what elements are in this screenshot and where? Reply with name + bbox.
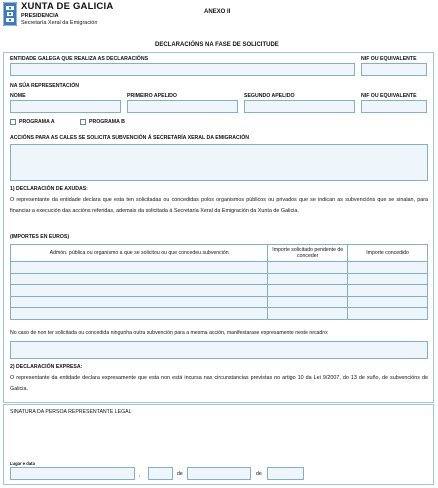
table-header-row (11, 245, 428, 262)
place-comma: , (139, 472, 141, 478)
year-field[interactable] (267, 467, 304, 480)
actions-label: ACCIÓNS PARA AS CALES SE SOLICITA SUBVENCIÓN Á SECRETARÍA XERAL DA EMIGRACIÓN (10, 135, 250, 141)
organism-cell[interactable] (11, 262, 268, 274)
granted-cell[interactable] (348, 296, 428, 308)
col-requested-header: Importe solicitado pendente de conceder (268, 245, 348, 262)
representative-nif-field[interactable] (361, 100, 427, 113)
table-row (11, 296, 428, 308)
first-surname-field[interactable] (127, 100, 238, 113)
table-row (11, 285, 428, 297)
program-a-checkbox[interactable] (10, 119, 16, 125)
col-organism-header: Admón. pública ou organismo a que se solicitou ou que concedeu subvención (11, 245, 268, 262)
entity-nif-label: NIF OU EQUIVALENTE (361, 56, 417, 62)
logo-secretariat: Secretaría Xeral da Emigración (21, 20, 98, 26)
table-row (11, 262, 428, 274)
program-b-label: PROGRAMA B (89, 119, 125, 125)
organism-cell[interactable] (11, 308, 268, 320)
date-de-2: de (256, 471, 262, 477)
entity-nif-field[interactable] (361, 63, 427, 76)
date-de-1: de (177, 471, 183, 477)
express-declaration-heading: 2) DECLARACIÓN EXPRESA: (10, 364, 83, 370)
express-declaration-text: O representante da entidade declara expresamente que esta non está incursa nas circunstancias previstas no artigo 10 da Lei 9/2007, do 13 de xuño, de subvencións de Galicia. (10, 375, 428, 393)
aid-table (10, 244, 428, 320)
month-field[interactable] (187, 467, 251, 480)
organism-cell[interactable] (11, 296, 268, 308)
table-row (11, 273, 428, 285)
no-aid-text: No caso de non ter solicitada ou concedida ningunha outra subvención para a mesma acción, manifestarase expresamente neste recadro: (10, 330, 329, 336)
day-field[interactable] (148, 467, 173, 480)
logo-department: PRESIDENCIA (21, 13, 59, 19)
page-title: DECLARACIÓNS NA FASE DE SOLICITUDE (155, 42, 279, 48)
first-surname-label: PRIMEIRO APELIDO (127, 93, 177, 99)
entity-name-field[interactable] (10, 63, 355, 76)
program-b-checkbox[interactable] (80, 119, 86, 125)
requested-cell[interactable] (268, 273, 348, 285)
actions-field[interactable] (10, 144, 428, 181)
signature-label: SINATURA DA PERSOA REPRESENTANTE LEGAL (10, 409, 132, 415)
place-field[interactable] (10, 467, 135, 480)
aid-declaration-heading: 1) DECLARACIÓN DE AXUDAS: (10, 186, 88, 192)
second-surname-label: SEGUNDO APELIDO (244, 93, 295, 99)
granted-cell[interactable] (348, 262, 428, 274)
program-a-label: PROGRAMA A (19, 119, 55, 125)
col-granted-header: Importe concedido (348, 245, 428, 262)
xunta-logo-icon (3, 2, 17, 26)
granted-cell[interactable] (348, 273, 428, 285)
table-row (11, 308, 428, 320)
place-date-label: Lugar e data (10, 461, 35, 466)
name-field[interactable] (10, 100, 121, 113)
organism-cell[interactable] (11, 273, 268, 285)
requested-cell[interactable] (268, 308, 348, 320)
second-surname-field[interactable] (244, 100, 355, 113)
requested-cell[interactable] (268, 285, 348, 297)
annex-label: ANEXO II (204, 9, 231, 15)
no-aid-field[interactable] (10, 341, 428, 359)
representation-heading: NA SÚA REPRESENTACIÓN (10, 83, 79, 89)
requested-cell[interactable] (268, 296, 348, 308)
entity-label: ENTIDADE GALEGA QUE REALIZA AS DECLARACIÓNS (10, 56, 149, 62)
aid-declaration-text: O representante da entidade declara que esta ten solicitadas ou concedidas polos organismos públicos ou privados que se indican as subvencións que se sinalan, para financiar a execución das accións referidas, ademais da solicitada á Secretaría Xeral da Emigración da Xunta de Galicia. (10, 197, 428, 215)
granted-cell[interactable] (348, 308, 428, 320)
granted-cell[interactable] (348, 285, 428, 297)
requested-cell[interactable] (268, 262, 348, 274)
name-label: NOME (10, 93, 26, 99)
logo-title: XUNTA DE GALICIA (21, 1, 114, 12)
organism-cell[interactable] (11, 285, 268, 297)
amounts-label: (IMPORTES EN EUROS) (10, 234, 70, 240)
representative-nif-label: NIF OU EQUIVALENTE (361, 93, 417, 99)
